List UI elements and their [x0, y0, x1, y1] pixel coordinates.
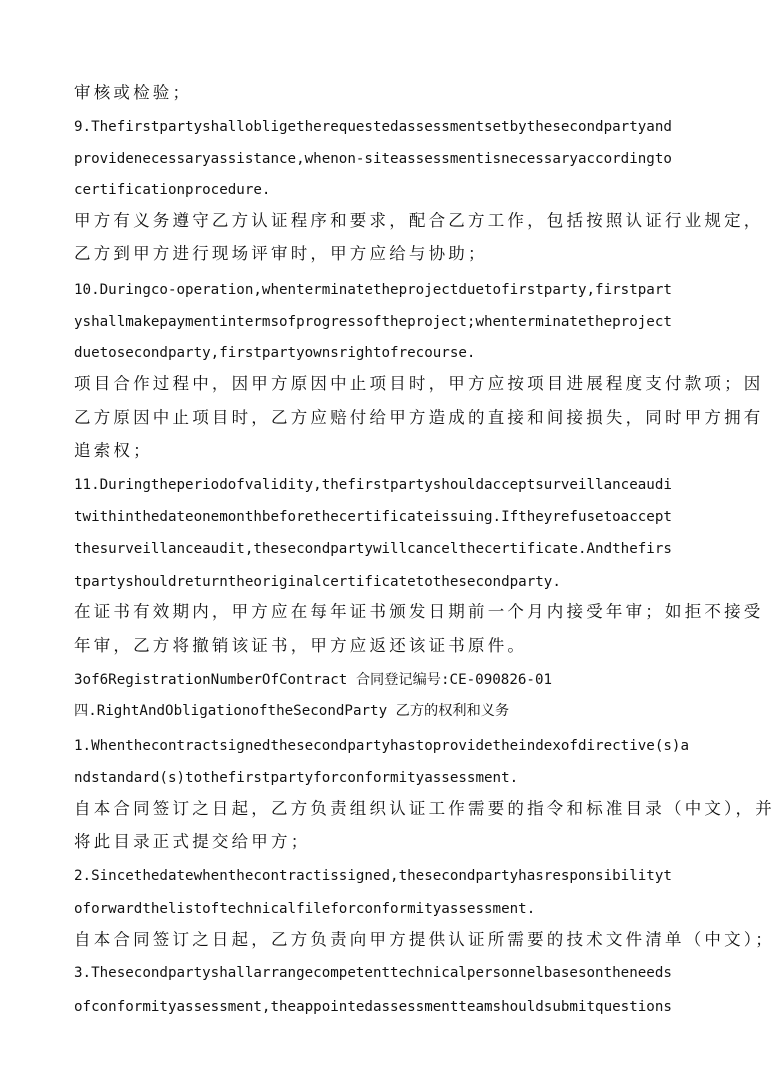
- text-line: twithinthedateonemonthbeforethecertificateissuing.Iftheyrefusetoaccept: [74, 509, 672, 525]
- text-line: providenecessaryassistance,whenon-siteassessmentisnecessaryaccordingto: [74, 151, 672, 167]
- text-line: 项目合作过程中，因甲方原因中止项目时，甲方应按项目进展程度支付款项；因: [74, 374, 764, 393]
- text-line: 9.Thefirstpartyshallobligetherequestedassessmentsetbythesecondpartyand: [74, 119, 672, 135]
- text-line: 自本合同签订之日起，乙方负责组织认证工作需要的指令和标准目录（中文），并: [74, 799, 775, 818]
- text-line: 审核或检验；: [74, 83, 193, 102]
- text-line: oforwardthelistoftechnicalfileforconformityassessment.: [74, 901, 536, 917]
- text-line: ofconformityassessment,theappointedassessmentteamshouldsubmitquestions: [74, 999, 672, 1015]
- text-line: 3.Thesecondpartyshallarrangecompetenttechnicalpersonnelbasesontheneeds: [74, 965, 672, 981]
- text-line: 2.Sincethedatewhenthecontractissigned,thesecondpartyhasresponsibilityt: [74, 868, 672, 884]
- text-line: 乙方原因中止项目时，乙方应赔付给甲方造成的直接和间接损失，同时甲方拥有: [74, 408, 764, 427]
- text-line: 在证书有效期内，甲方应在每年证书颁发日期前一个月内接受年审；如拒不接受: [74, 602, 764, 621]
- text-line: 甲方有义务遵守乙方认证程序和要求，配合乙方工作，包括按照认证行业规定，: [74, 211, 764, 230]
- text-line: duetosecondparty,firstpartyownsrightofrecourse.: [74, 345, 476, 361]
- text-line: thesurveillanceaudit,thesecondpartywillcancelthecertificate.Andthefirs: [74, 541, 672, 557]
- text-line: 年审，乙方将撤销该证书，甲方应返还该证书原件。: [74, 636, 528, 655]
- text-line: 3of6RegistrationNumberOfContract 合同登记编号:CE-090826-01: [74, 672, 553, 688]
- text-line: yshallmakepaymentintermsofprogressoftheproject;whenterminatetheproject: [74, 314, 672, 330]
- text-line: tpartyshouldreturntheoriginalcertificatetothesecondparty.: [74, 574, 561, 590]
- text-line: 10.Duringco-operation,whenterminatetheprojectduetofirstparty,firstpart: [74, 282, 672, 298]
- text-line: ndstandard(s)tothefirstpartyforconformityassessment.: [74, 770, 519, 786]
- text-line: 自本合同签订之日起，乙方负责向甲方提供认证所需要的技术文件清单（中文）；: [74, 930, 775, 949]
- text-line: 四.RightAndObligationoftheSecondParty 乙方的权利和义务: [74, 703, 510, 719]
- text-line: certificationprocedure.: [74, 182, 271, 198]
- text-line: 将此目录正式提交给甲方；: [74, 832, 311, 851]
- text-line: 11.Duringtheperiodofvalidity,thefirstpartyshouldacceptsurveillanceaudi: [74, 477, 672, 493]
- text-line: 乙方到甲方进行现场评审时，甲方应给与协助；: [74, 244, 488, 263]
- text-line: 1.Whenthecontractsignedthesecondpartyhastoprovidetheindexofdirective(s)a: [74, 738, 689, 754]
- text-line: 追索权；: [74, 441, 153, 460]
